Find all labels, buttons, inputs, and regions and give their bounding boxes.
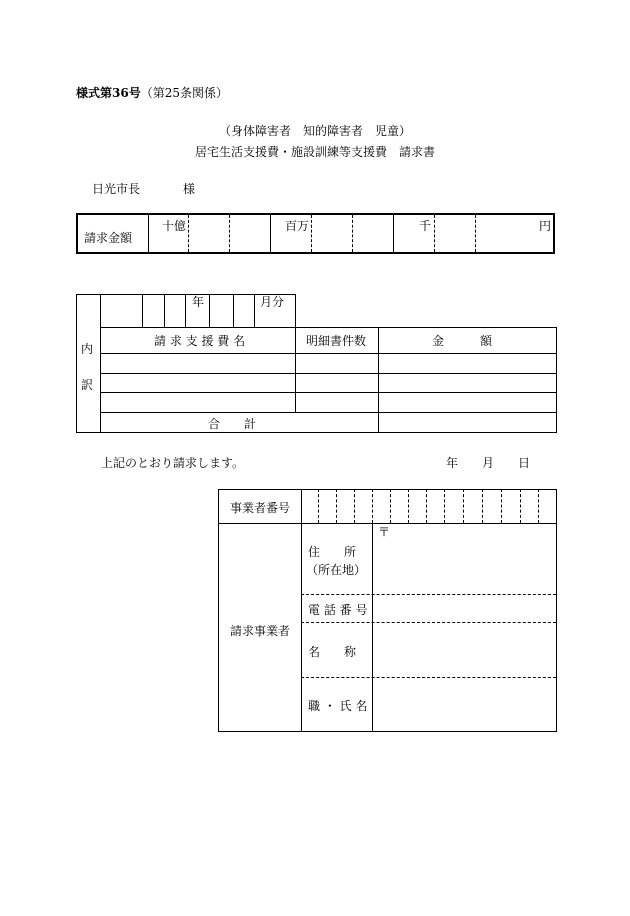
amount-digit-sep: [434, 215, 435, 252]
amount-digit-sep: [229, 215, 230, 252]
addressee: 日光市長: [92, 182, 141, 196]
amount-digit-sep: [188, 215, 189, 252]
breakdown-month: 月分: [260, 295, 285, 309]
postal-mark: 〒: [378, 525, 391, 539]
unit-million: 百万: [285, 219, 310, 233]
date-month: 月: [482, 456, 495, 470]
col-support-name: 請 求 支 援 費 名: [154, 334, 246, 348]
total-label: 合 計: [208, 417, 257, 431]
form-number: 様式第36号: [76, 86, 141, 100]
col-statement-count: 明細書件数: [306, 334, 367, 348]
form-header: [76, 84, 228, 101]
form-subtitle: （身体障害者 知的障害者 児童）: [218, 124, 411, 138]
breakdown-side-label: 内: [81, 342, 94, 356]
form-relation: （第25条関係）: [140, 86, 228, 100]
amount-digit-sep: [475, 215, 476, 252]
address-sub-label: （所在地）: [306, 563, 367, 577]
name-label: 名 称: [308, 645, 357, 659]
phone-label: 電 話 番 号: [308, 603, 368, 617]
title-name-label: 職 ・ 氏 名: [308, 699, 368, 713]
request-date: [446, 454, 530, 471]
breakdown-year: 年: [192, 295, 205, 309]
declaration: 上記のとおり請求します。: [101, 456, 245, 470]
amount-digit-sep: [352, 215, 353, 252]
provider-number-label: 事業者番号: [230, 501, 291, 515]
form-title: 居宅生活支援費・施設訓練等支援費 請求書: [194, 145, 435, 159]
unit-thousand: 千: [419, 219, 432, 233]
amount-divider: [148, 215, 149, 252]
date-year: 年: [446, 456, 459, 470]
amount-divider: [270, 215, 271, 252]
addressee-honorific: 様: [183, 182, 196, 196]
unit-yen: 円: [539, 219, 552, 233]
breakdown-side-label: 訳: [81, 378, 94, 392]
amount-divider: [393, 215, 394, 252]
amount-table: [76, 213, 555, 254]
breakdown-table: [76, 294, 557, 434]
provider-group-label: 請求事業者: [230, 624, 291, 638]
provider-table: [218, 489, 557, 733]
col-amount: 金 額: [432, 334, 493, 348]
date-day: 日: [518, 456, 531, 470]
amount-digit-sep: [311, 215, 312, 252]
address-label: 住 所: [308, 545, 357, 559]
amount-label: 請求金額: [84, 231, 133, 245]
unit-billion: 十億: [162, 219, 187, 233]
